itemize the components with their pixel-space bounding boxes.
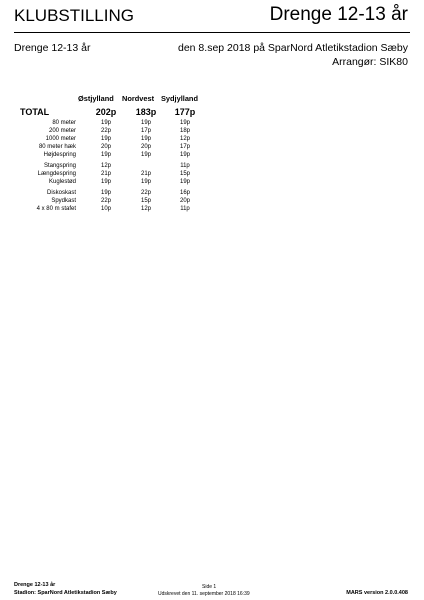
points-ostjylland: 12p — [100, 163, 111, 169]
organizer: Arrangør: SIK80 — [332, 56, 408, 68]
points-nordvest: 19p — [140, 120, 151, 126]
points-sydjylland: 19p — [179, 120, 190, 126]
footer-page-number: Side 1 — [202, 584, 217, 590]
points-sydjylland: 19p — [179, 152, 190, 158]
points-sydjylland: 18p — [179, 128, 190, 134]
points-nordvest: 15p — [140, 198, 151, 204]
footer-software-version: MARS version 2.0.0.408 — [346, 590, 408, 596]
points-sydjylland: 20p — [179, 198, 190, 204]
points-sydjylland: 15p — [179, 171, 190, 177]
event-description: den 8.sep 2018 på SparNord Atletikstadion Sæby — [178, 42, 408, 54]
footer-class-name: Drenge 12-13 år — [14, 582, 56, 588]
points-nordvest: 17p — [140, 128, 151, 134]
points-nordvest: 19p — [140, 152, 151, 158]
points-sydjylland: 11p — [180, 163, 190, 169]
points-sydjylland: 19p — [179, 179, 190, 185]
footer-stadium: Stadion: SparNord Atletikstadion Sæby — [14, 590, 117, 596]
points-nordvest: 21p — [140, 171, 151, 177]
event-name: 80 meter hæk — [38, 144, 76, 150]
points-nordvest: 22p — [140, 190, 151, 196]
points-ostjylland: 19p — [100, 179, 111, 185]
total-ostjylland: 202p — [95, 107, 117, 117]
club-header-ostjylland: Østjylland — [78, 94, 114, 103]
points-nordvest: 19p — [140, 179, 151, 185]
points-ostjylland: 21p — [100, 171, 111, 177]
class-name: Drenge 12-13 år — [14, 42, 91, 54]
event-name: Kuglestød — [48, 179, 76, 185]
club-header-sydjylland: Sydjylland — [161, 94, 198, 103]
event-name: Spydkast — [51, 198, 76, 204]
points-ostjylland: 20p — [100, 144, 111, 150]
points-ostjylland: 22p — [100, 128, 111, 134]
points-sydjylland: 11p — [180, 206, 190, 212]
event-name: Stangspring — [43, 163, 76, 169]
header-divider — [14, 32, 410, 33]
event-title: Drenge 12-13 år — [269, 4, 408, 25]
total-label: TOTAL — [20, 107, 50, 117]
event-name: 80 meter — [52, 120, 76, 126]
points-ostjylland: 19p — [100, 152, 111, 158]
event-name: 200 meter — [48, 128, 76, 134]
points-nordvest: 12p — [140, 206, 151, 212]
points-ostjylland: 19p — [100, 120, 111, 126]
points-ostjylland: 22p — [100, 198, 111, 204]
document-title: KLUBSTILLING — [14, 6, 134, 25]
points-nordvest: 19p — [140, 136, 151, 142]
event-name: 1000 meter — [45, 136, 76, 142]
points-sydjylland: 16p — [179, 190, 190, 196]
total-sydjylland: 177p — [174, 107, 196, 117]
points-sydjylland: 12p — [179, 136, 190, 142]
points-sydjylland: 17p — [179, 144, 190, 150]
event-name: 4 x 80 m stafet — [36, 206, 76, 212]
points-ostjylland: 10p — [100, 206, 111, 212]
event-name: Diskoskast — [46, 190, 76, 196]
points-ostjylland: 19p — [100, 190, 111, 196]
points-ostjylland: 19p — [100, 136, 111, 142]
club-header-nordvest: Nordvest — [122, 94, 155, 103]
points-nordvest: 20p — [140, 144, 151, 150]
footer-printed-date: Udskrevet den 11. september 2018 16:39 — [158, 591, 250, 597]
total-nordvest: 183p — [135, 107, 157, 117]
event-name: Længdespring — [37, 171, 76, 177]
event-name: Højdespring — [43, 152, 76, 158]
